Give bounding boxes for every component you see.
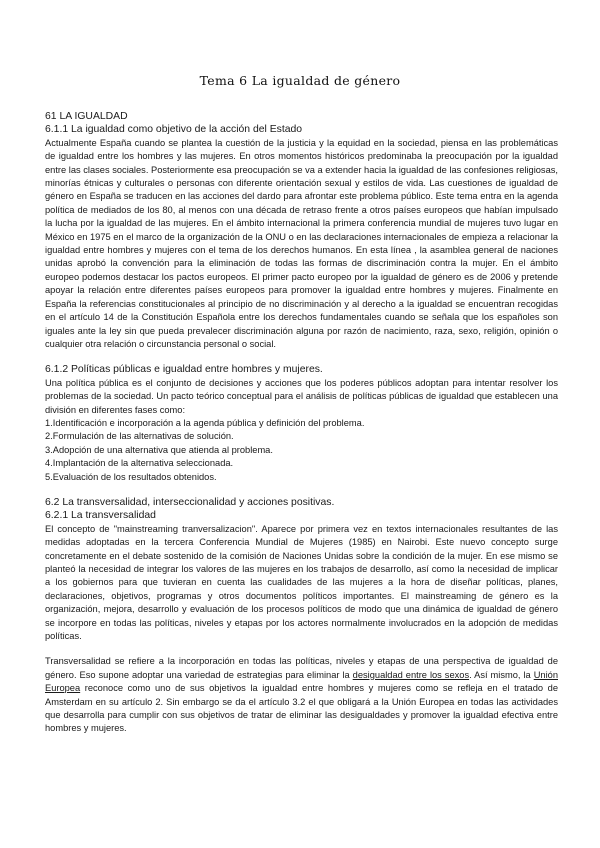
list-item: 2.Formulación de las alternativas de solución. <box>45 431 234 442</box>
section-heading-6-2: 6.2 La transversalidad, interseccionalidad y acciones positivas. <box>45 496 335 508</box>
paragraph-6-1-1: Actualmente España cuando se plantea la cuestión de la justicia y la equidad en la sociedad, piensa en las problemáticas de igualdad entre los hombres y las mujeres. En otros momentos históricos predominaba la preocupación por la igualdad entre las clases sociales. Posteriormente esa preocupación se va a extender hacia la igualdad de las confesiones religiosas, minorías étnicas y culturales o personas con diferente orientación sexual y estilos de vida. Las cuestiones de igualdad de género en España se traducen en las acciones del dardo para afrontar este problema público. Este tema entra en la agenda política de mediados de los 80, al menos con una década de retraso frente a otros países europeos que habían impulsado la lucha por la igualdad de las mujeres. En el ámbito internacional la primera conferencia mundial de mujeres tuvo lugar en México en 1975 en el marco de la organización de la ONU o en las declaraciones internacionales de empieza a relacionar la igualdad entre hombres y mujeres con el tema de los derechos humanos. En esta línea , la asamblea general de naciones unidas aprobó la convención para la eliminación de todas las formas de discriminación contra la mujer. En el ámbito europeo podemos destacar los pactos europeos. El primer pacto europeo por la igualdad de género es de 2006 y pretende apoyar la relación entre diferentes países europeos para promover la igualdad entre hombres y mujeres. Finalmente en España la referencias constitucionales al principio de no discriminación y al derecho a la igualdad se encuentran recogidas en el artículo 14 de la Constitución Española entre los derechos fundamentales cuando se señala que los españoles son iguales ante la ley sin que pueda prevalecer discriminación alguna por razón de nacimiento, raza, sexo, religión, opinión o cualquier otra relación o circunstancia personal o social. <box>45 137 558 349</box>
list-item: 5.Evaluación de los resultados obtenidos. <box>45 471 217 482</box>
subsection-heading-6-1-1: 6.1.1 La igualdad como objetivo de la acción del Estado <box>45 124 303 136</box>
phase-list <box>45 417 558 484</box>
paragraph-text: . Así mismo, la <box>469 669 534 680</box>
list-item: 3.Adopción de una alternativa que atienda al problema. <box>45 444 273 455</box>
subsection-heading-6-2-1: 6.2.1 La transversalidad <box>45 510 156 522</box>
document-body <box>45 110 558 736</box>
paragraph-6-1-2: Una política pública es el conjunto de decisiones y acciones que los poderes públicos adoptan para intentar resolver los problemas de la sociedad. Un pacto teórico conceptual para el análisis de políticas públicas de igualdad que establecen una división en diferentes fases como: <box>45 377 558 415</box>
list-item: 4.Implantación de la alternativa seleccionada. <box>45 458 234 469</box>
link-desigualdad[interactable]: desigualdad entre los sexos <box>352 669 470 680</box>
paragraph-text: Transversalidad se refiere a la incorporación en todas las políticas, niveles y etapas de una perspectiva de igualdad de género. Eso supone adoptar una variedad de estrategias para eliminar la <box>45 656 558 680</box>
document-title: Tema 6 La igualdad de género <box>199 73 401 88</box>
link-union-europea[interactable]: Unión Europea <box>45 669 558 694</box>
list-item: 1.Identificación e incorporación a la agenda pública y definición del problema. <box>45 417 365 428</box>
paragraph-text: reconoce como uno de sus objetivos la igualdad entre hombres y mujeres como se refleja en el tratado de Amsterdam en su artículo 2. Sin embargo se da el artículo 3.2 el que obligará a la Unión Europea en todas las actividades que desarrolla para cumplir con sus objetivos de tratar de eliminar las desigualdades y promover la igualdad efectiva entre hombres y mujeres. <box>45 683 558 734</box>
subsection-heading-6-1-2: 6.1.2 Políticas públicas e igualdad entre hombres y mujeres. <box>45 364 323 376</box>
paragraph-6-2-1: El concepto de "mainstreaming tranversalizacion". Aparece por primera vez en textos internacionales resultantes de las medidas adoptadas en la tercera Conferencia Mundial de Mujeres (1985) en Nairobi. Este nuevo concepto surge concretamente en el debate sostenido de la comisión de Naciones Unidas sobre la condición de la mujer. En ese mismo se planteó la necesidad de integrar los valores de las mujeres en los trabajos de desarrollo, así como la necesidad de implicar a los gobiernos para que tuvieran en cuenta las cualidades de las mujeres a la hora de diseñar políticas, planes, declaraciones, objetivos, programas y otros documentos políticos importantes. El mainstreaming de género es la organización, mejora, desarrollo y evaluación de los procesos políticos de modo que una dinámica de igualdad de género se incorpore en todas las políticas, niveles y etapas por los actores normalmente involucrados en la adopción de medidas políticas. <box>45 523 558 642</box>
section-heading-6-1: 61 LA IGUALDAD <box>45 111 128 122</box>
paragraph-transversalidad <box>45 655 558 735</box>
